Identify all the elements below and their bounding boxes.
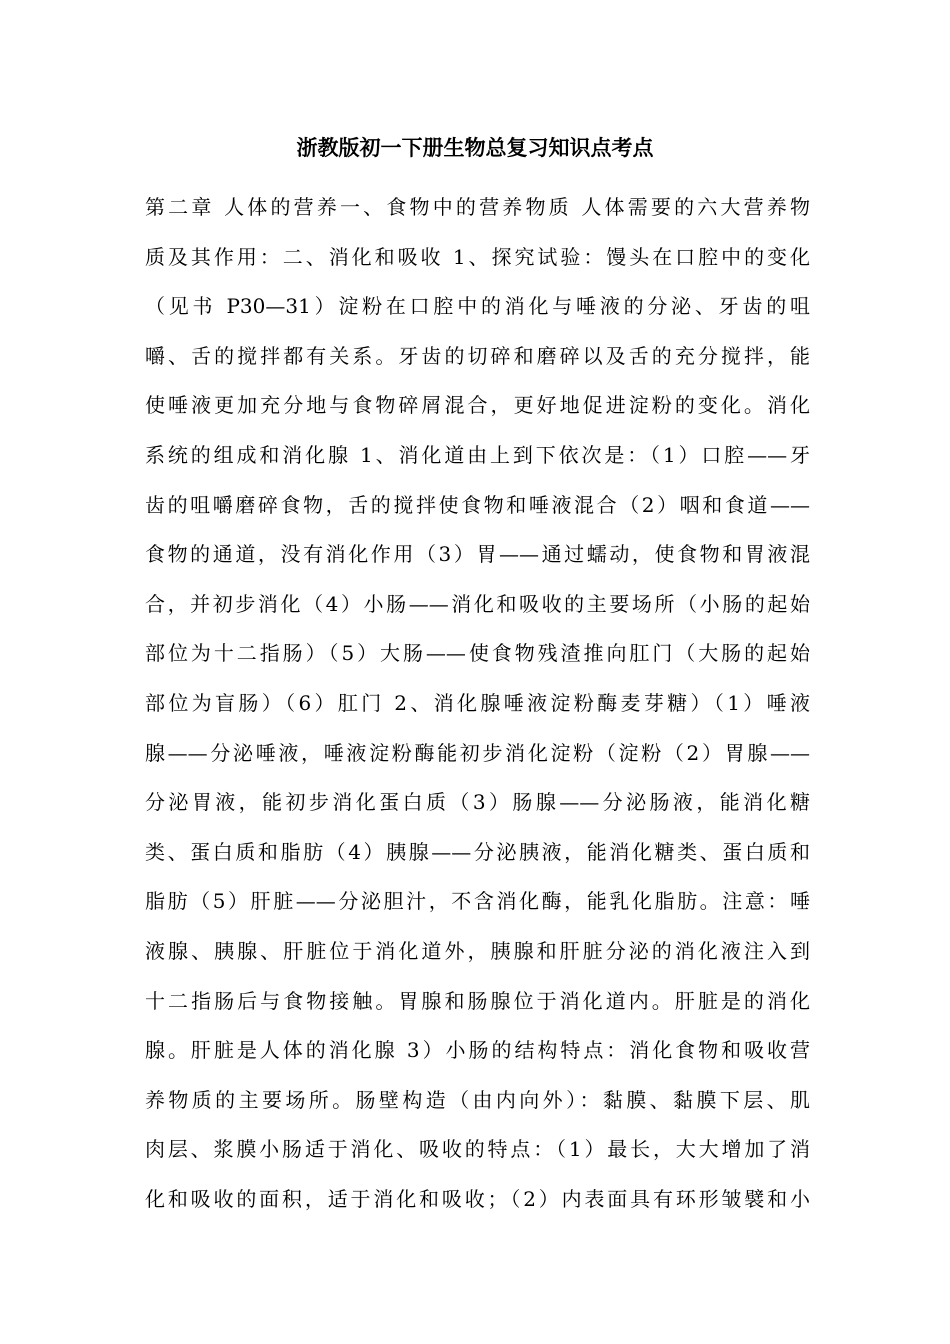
body-line: 肉层、浆膜小肠适于消化、吸收的特点：（1）最长，大大增加了消 [145,1137,810,1162]
body-line: 腺——分泌唾液，唾液淀粉酶能初步消化淀粉（淀粉（2）胃腺—— [145,740,810,765]
body-line: 化和吸收的面积，适于消化和吸收；（2）内表面具有环形皱襞和小 [145,1186,810,1211]
body-line: （见书 P30—31）淀粉在口腔中的消化与唾液的分泌、牙齿的咀 [145,294,810,319]
body-line: 部位为十二指肠）（5）大肠——使食物残渣推向肛门（大肠的起始 [145,641,810,666]
body-line: 食物的通道，没有消化作用（3）胃——通过蠕动，使食物和胃液混 [145,542,810,567]
body-line: 部位为盲肠）（6）肛门 2、消化腺唾液淀粉酶麦芽糖）（1）唾液 [145,690,810,715]
body-line: 分泌胃液，能初步消化蛋白质（3）肠腺——分泌肠液，能消化糖 [145,790,810,815]
body-line: 十二指肠后与食物接触。胃腺和肠腺位于消化道内。肝脏是的消化 [145,988,810,1013]
document-title: 浙教版初一下册生物总复习知识点考点 [296,136,654,160]
body-line: 腺。肝脏是人体的消化腺 3）小肠的结构特点：消化食物和吸收营 [145,1038,810,1063]
body-line: 第二章 人体的营养一、食物中的营养物质 人体需要的六大营养物 [145,195,810,219]
body-line: 合，并初步消化（4）小肠——消化和吸收的主要场所（小肠的起始 [145,591,810,616]
body-line: 质及其作用：二、消化和吸收 1、探究试验：馒头在口腔中的变化 [145,244,810,269]
body-line: 使唾液更加充分地与食物碎屑混合，更好地促进淀粉的变化。消化 [145,393,810,418]
body-line: 嚼、舌的搅拌都有关系。牙齿的切碎和磨碎以及舌的充分搅拌，能 [145,343,810,368]
body-line: 养物质的主要场所。肠壁构造（由内向外）：黏膜、黏膜下层、肌 [145,1087,810,1112]
body-line: 脂肪（5）肝脏——分泌胆汁，不含消化酶，能乳化脂肪。注意：唾 [145,889,810,914]
body-line: 液腺、胰腺、肝脏位于消化道外，胰腺和肝脏分泌的消化液注入到 [145,938,810,963]
body-line: 系统的组成和消化腺 1、消化道由上到下依次是：（1）口腔——牙 [145,442,810,467]
document-body [145,183,810,1224]
body-line: 齿的咀嚼磨碎食物，舌的搅拌使食物和唾液混合（2）咽和食道—— [145,492,810,517]
body-line: 类、蛋白质和脂肪（4）胰腺——分泌胰液，能消化糖类、蛋白质和 [145,839,810,864]
